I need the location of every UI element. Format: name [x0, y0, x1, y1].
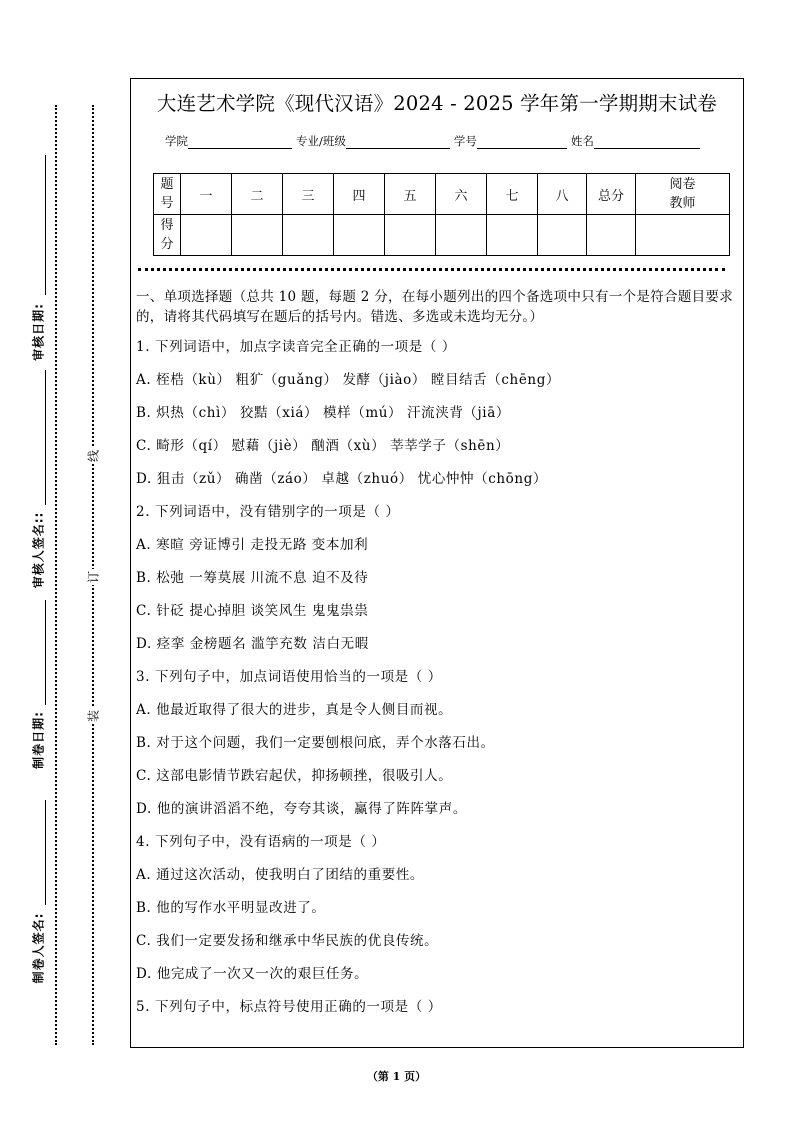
- option-line: D. 他的演讲滔滔不绝，夸夸其谈，赢得了阵阵掌声。: [136, 801, 467, 817]
- student-info-row: [165, 133, 704, 149]
- question-line: 1. 下列词语中，加点字读音完全正确的一项是（ ）: [136, 339, 456, 355]
- option-line: D. 他完成了一次又一次的艰巨任务。: [136, 966, 369, 982]
- option-line: D. 狙击（zǔ） 确凿（záo） 卓越（zhuó） 忧心忡忡（chōng）: [136, 471, 548, 487]
- option-line: B. 炽热（chì） 狡黠（xiá） 模样（mú） 汗流浃背（jiā）: [136, 405, 510, 421]
- option-line: C. 我们一定要发扬和继承中华民族的优良传统。: [136, 933, 439, 949]
- option-line: A. 通过这次活动，使我明白了团结的重要性。: [136, 867, 425, 883]
- name-label: 姓名: [570, 134, 594, 148]
- option-line: C. 畸形（qí） 慰藉（jiè） 酗酒（xù） 莘莘学子（shēn）: [136, 438, 510, 454]
- cut-mark-zhuang: 装: [86, 709, 101, 723]
- section-1-questions: [136, 287, 738, 1030]
- question-line: 4. 下列句子中，没有语病的一项是（ ）: [136, 834, 386, 850]
- option-line: C. 这部电影情节跌宕起伏，抑扬顿挫，很吸引人。: [136, 768, 453, 784]
- section-1-intro: 一、单项选择题（总共 10 题，每题 2 分，在每小题列出的四个备选项中只有一个是符合题目要求的，请将其代码填写在题后的括号内。错选、多选或未选均无分。）: [136, 289, 734, 325]
- score-cell[interactable]: [283, 215, 334, 256]
- major-label: 专业/班级: [296, 134, 346, 148]
- score-cell[interactable]: [334, 215, 385, 256]
- maker-date-line: [45, 600, 46, 705]
- reviewer-header: 阅卷 教师: [636, 174, 730, 215]
- score-table: [153, 173, 730, 256]
- exam-frame: [130, 78, 744, 1048]
- option-line: A. 桎梏（kù） 粗犷（guǎng） 发酵（jiào） 瞠目结舌（chēng）: [136, 372, 561, 388]
- school-field[interactable]: [188, 135, 292, 149]
- score-table-score-row: [154, 215, 730, 256]
- col-header: 六: [436, 174, 487, 215]
- major-field[interactable]: [346, 135, 450, 149]
- school-label: 学院: [165, 134, 188, 148]
- reviewer-sign-label: 审核人签名::: [31, 511, 46, 589]
- col-header: 五: [385, 174, 436, 215]
- col-header: 四: [334, 174, 385, 215]
- score-cell[interactable]: [181, 215, 232, 256]
- cut-mark-ding: 订: [86, 570, 101, 584]
- dotted-separator: [138, 268, 725, 271]
- score-row-header: 得 分: [154, 215, 181, 256]
- binding-dotted-line-left: [55, 105, 57, 1045]
- total-score-header: 总分: [587, 174, 636, 215]
- total-score-cell[interactable]: [587, 215, 636, 256]
- maker-sign-line: [45, 800, 46, 905]
- cut-mark-line: 线: [86, 449, 101, 463]
- option-line: A. 寒暄 旁证博引 走投无路 变本加利: [136, 537, 369, 553]
- page-number: （第 1 页）: [366, 1070, 427, 1083]
- student-id-field[interactable]: [477, 135, 567, 149]
- option-line: D. 痉挛 金榜题名 滥竽充数 洁白无暇: [136, 636, 369, 652]
- reviewer-date-line: [45, 155, 46, 295]
- score-cell[interactable]: [385, 215, 436, 256]
- reviewer-cell[interactable]: [636, 215, 730, 256]
- option-line: B. 他的写作水平明显改进了。: [136, 900, 326, 916]
- name-field[interactable]: [594, 135, 700, 149]
- exam-title: 大连艺术学院《现代汉语》2024 - 2025 学年第一学期期末试卷: [156, 92, 718, 115]
- option-line: C. 针砭 提心掉胆 谈笑风生 鬼鬼祟祟: [136, 603, 369, 619]
- col-header: 三: [283, 174, 334, 215]
- score-cell[interactable]: [487, 215, 538, 256]
- option-line: B. 松弛 一筹莫展 川流不息 迫不及待: [136, 570, 369, 586]
- question-line: 3. 下列句子中，加点词语使用恰当的一项是（ ）: [136, 669, 442, 685]
- score-cell[interactable]: [538, 215, 587, 256]
- score-table-header-row: [154, 174, 730, 215]
- col-header: 二: [232, 174, 283, 215]
- question-number-header: 题 号: [154, 174, 181, 215]
- col-header: 七: [487, 174, 538, 215]
- col-header: 八: [538, 174, 587, 215]
- option-line: A. 他最近取得了很大的进步，真是令人侧目而视。: [136, 702, 453, 718]
- reviewer-date-label: 审核日期:: [31, 303, 46, 361]
- question-line: 5. 下列句子中，标点符号使用正确的一项是（ ）: [136, 999, 442, 1015]
- reviewer-sign-line: [45, 370, 46, 505]
- maker-sign-label: 制卷人签名:: [31, 912, 46, 984]
- student-id-label: 学号: [453, 134, 477, 148]
- score-cell[interactable]: [436, 215, 487, 256]
- col-header: 一: [181, 174, 232, 215]
- maker-date-label: 制卷日期:: [31, 711, 46, 769]
- option-line: B. 对于这个问题，我们一定要刨根问底，弄个水落石出。: [136, 735, 495, 751]
- question-line: 2. 下列词语中，没有错别字的一项是（ ）: [136, 504, 400, 520]
- score-cell[interactable]: [232, 215, 283, 256]
